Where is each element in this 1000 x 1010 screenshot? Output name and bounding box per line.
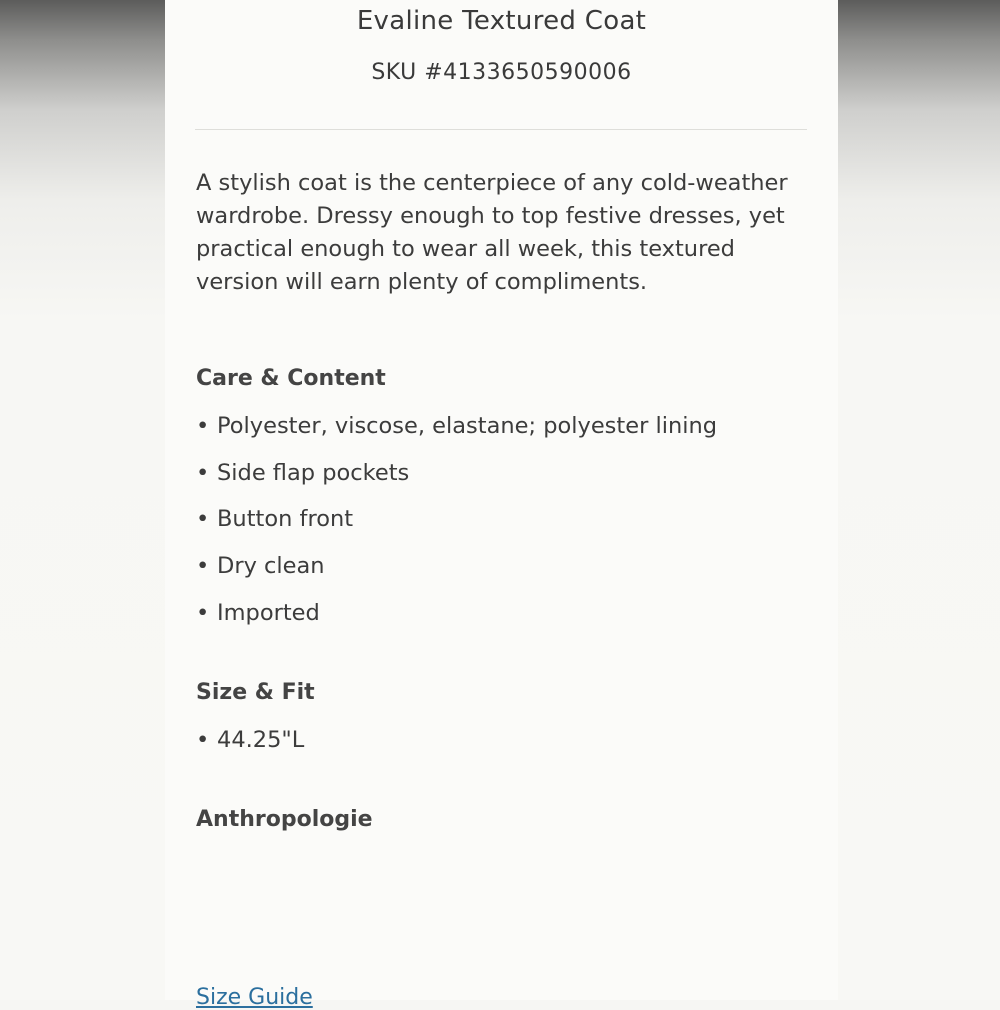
list-item	[196, 506, 353, 532]
right-backdrop	[838, 0, 1000, 1000]
list-item-text: Polyester, viscose, elastane; polyester lining	[217, 413, 718, 439]
list-item-text: 44.25"L	[217, 727, 305, 753]
product-sku: SKU #4133650590006	[371, 60, 632, 85]
list-item	[196, 600, 320, 626]
list-item	[196, 553, 325, 579]
brand-name: Anthropologie	[196, 807, 373, 832]
size-guide-link[interactable]: Size Guide	[196, 985, 313, 1010]
care-content-heading: Care & Content	[196, 366, 386, 391]
bullet-icon: •	[196, 460, 210, 486]
product-description: A stylish coat is the centerpiece of any cold-weather wardrobe. Dressy enough to top festive dresses, yet practical enough to wear all week, this textured version will earn plenty of compliments.	[196, 170, 788, 295]
list-item	[196, 727, 304, 753]
bullet-icon: •	[196, 413, 210, 439]
product-title: Evaline Textured Coat	[356, 6, 647, 36]
bullet-icon: •	[196, 553, 210, 579]
list-item-text: Imported	[217, 600, 320, 626]
bullet-icon: •	[196, 506, 210, 532]
size-fit-heading: Size & Fit	[196, 680, 315, 705]
list-item-text: Side flap pockets	[217, 460, 410, 486]
bullet-icon: •	[196, 727, 210, 753]
list-item-text: Dry clean	[217, 553, 325, 579]
list-item-text: Button front	[217, 506, 354, 532]
list-item	[196, 413, 717, 439]
divider	[195, 129, 807, 130]
product-details-panel	[165, 0, 838, 1010]
list-item	[196, 460, 409, 486]
bullet-icon: •	[196, 600, 210, 626]
left-backdrop	[0, 0, 165, 1000]
